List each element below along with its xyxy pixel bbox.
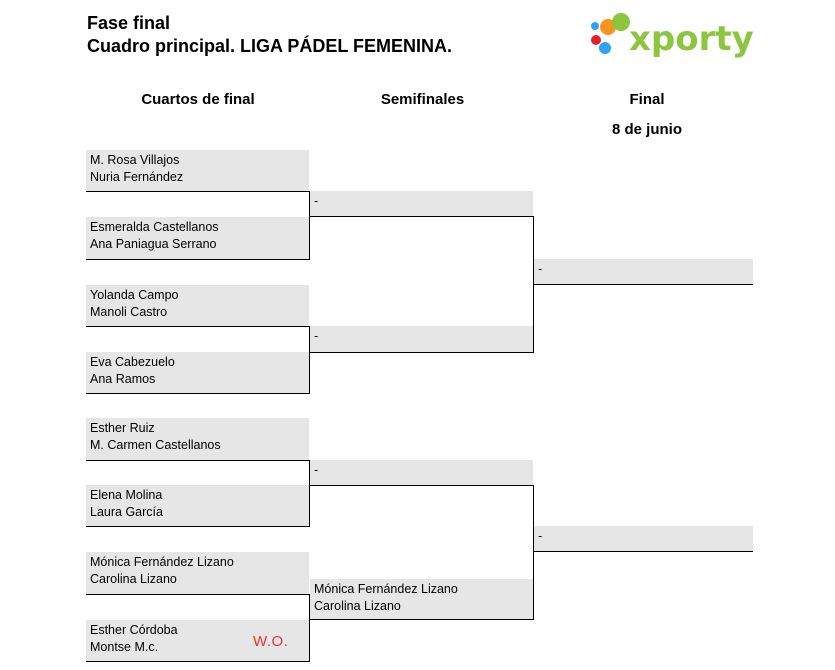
column-header-final: Final	[629, 91, 665, 108]
quarterfinal-entry	[86, 150, 309, 192]
player-name: -	[538, 529, 543, 543]
quarterfinal-entry	[86, 485, 309, 527]
player-name: Esmeralda Castellanos	[90, 220, 219, 234]
player-name: Ana Ramos	[90, 372, 156, 386]
semifinal-entry	[310, 326, 533, 353]
player-name: Esther Ruiz	[90, 421, 155, 435]
quarterfinal-entry	[86, 285, 309, 327]
player-name: M. Rosa Villajos	[90, 153, 180, 167]
xporty-logo	[585, 10, 757, 62]
semifinal-entry	[310, 579, 533, 620]
final-entry	[534, 259, 753, 285]
player-name: -	[538, 262, 543, 276]
page-subtitle: Cuadro principal. LIGA PÁDEL FEMENINA.	[87, 36, 453, 56]
player-name: Carolina Lizano	[314, 599, 401, 613]
quarterfinal-entry	[86, 217, 309, 260]
column-header-quarters: Cuartos de final	[141, 91, 255, 108]
logo-dot-blue-top	[591, 22, 599, 30]
column-header-semis: Semifinales	[380, 91, 465, 108]
logo-dot-red	[591, 35, 601, 45]
player-name: M. Carmen Castellanos	[90, 438, 221, 452]
semifinal-entry	[310, 191, 533, 217]
player-name: -	[314, 329, 319, 343]
player-name: Elena Molina	[90, 488, 163, 502]
player-name: Nuria Fernández	[90, 170, 184, 184]
player-name: Eva Cabezuelo	[90, 355, 175, 369]
logo-dot-green	[612, 13, 630, 31]
player-name: -	[314, 463, 319, 477]
player-name: Ana Paniagua Serrano	[90, 237, 217, 251]
player-name: Mónica Fernández Lizano	[314, 582, 458, 596]
player-name: Montse M.c.	[90, 640, 159, 654]
player-name: -	[314, 194, 319, 208]
player-name: Laura García	[90, 505, 163, 519]
player-name: Manoli Castro	[90, 305, 168, 319]
semifinal-entry	[310, 460, 533, 486]
quarterfinal-entry	[86, 418, 309, 461]
quarterfinal-entry	[86, 552, 309, 595]
final-entry	[534, 526, 753, 552]
walkover-mark: W.O.	[253, 633, 289, 650]
player-name: Mónica Fernández Lizano	[90, 555, 234, 569]
player-name: Esther Córdoba	[90, 623, 178, 637]
player-name: Carolina Lizano	[90, 572, 177, 586]
final-date: 8 de junio	[611, 121, 682, 138]
logo-text: xporty	[629, 19, 754, 59]
player-name: Yolanda Campo	[90, 288, 179, 302]
bracket-connector	[533, 485, 534, 620]
logo-dot-blue	[599, 42, 611, 54]
quarterfinal-entry	[86, 352, 309, 394]
page-title: Fase final	[87, 13, 171, 33]
